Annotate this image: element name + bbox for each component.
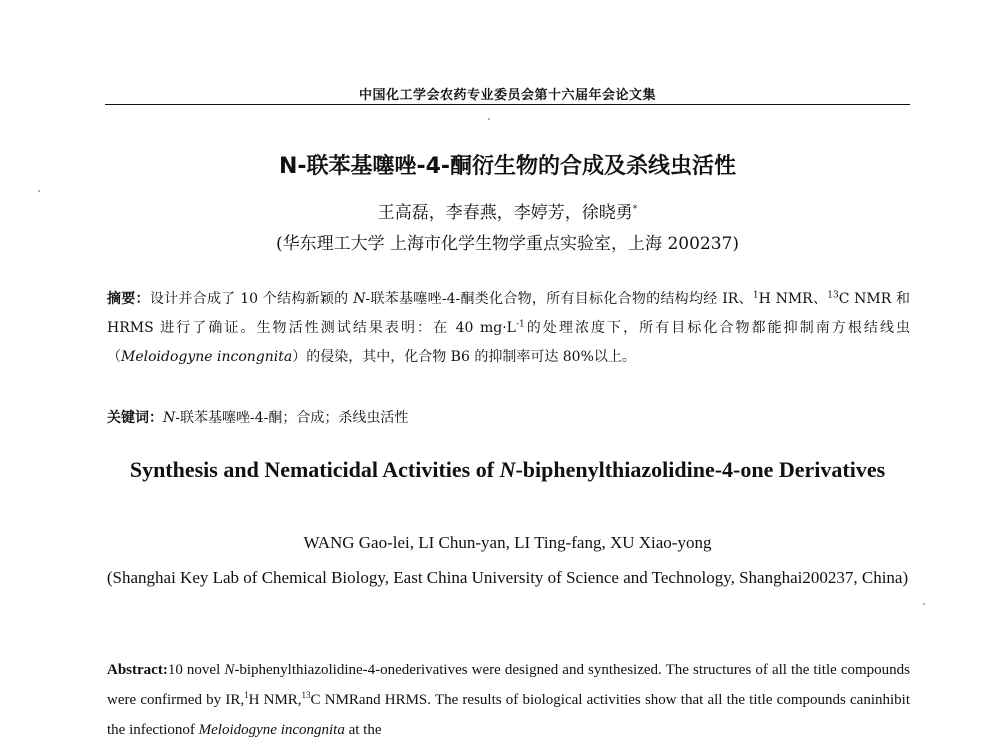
chinese-abstract-c-superscript: 13 — [827, 290, 839, 301]
chinese-author-names: 王高磊，李春燕，李婷芳，徐晓勇 — [377, 203, 633, 223]
english-abstract — [107, 655, 910, 745]
english-abstract-text: at the — [344, 722, 382, 738]
english-title — [105, 455, 910, 485]
chinese-keywords-label: 关键词： — [107, 410, 163, 426]
scan-speck — [923, 603, 925, 605]
english-abstract-c-superscript: 13 — [301, 690, 311, 700]
header-rule — [105, 104, 910, 105]
english-title-n: N — [499, 457, 516, 482]
running-header: 中国化工学会农药专业委员会第十六届年会论文集 — [358, 88, 656, 103]
english-abstract-text: C NMRand HRMS. The results of biological activities show that all the title compounds caninhibit the infectionof — [107, 692, 910, 738]
chinese-abstract-label: 摘要： — [107, 291, 150, 307]
english-affiliation: (Shanghai Key Lab of Chemical Biology, East China University of Science and Technology, Shanghai200237, China) — [106, 568, 909, 587]
english-abstract-n: N — [224, 662, 235, 678]
english-title-text: -biphenylthiazolidine-4-one Derivatives — [515, 457, 886, 482]
english-abstract-text: H NMR, — [248, 692, 302, 708]
chinese-keywords-text: -联苯基噻唑-4-酮；合成；杀线虫活性 — [175, 410, 409, 426]
chinese-abstract-n: N — [353, 291, 366, 307]
chinese-abstract-text: C NMR 和 HRMS 进行了确证。生物活性测试结果表明：在 40 mg·L — [107, 291, 910, 336]
english-abstract-species: Meloidogyne incongnita — [198, 722, 345, 738]
scan-speck — [488, 118, 490, 120]
chinese-keywords-n: N — [163, 410, 176, 426]
scan-speck — [38, 190, 40, 192]
chinese-abstract-text: 的处理浓度下，所有目标化合物都能抑制南方根结线虫（ — [107, 320, 911, 365]
chinese-abstract — [107, 285, 910, 372]
chinese-affiliation: (华东理工大学 上海市化学生物学重点实验室，上海 200237) — [276, 234, 739, 254]
english-abstract-h-superscript: 1 — [244, 690, 249, 700]
chinese-abstract-text: 设计并合成了 10 个结构新颖的 — [149, 291, 354, 307]
english-title-text: Synthesis and Nematicidal Activities of — [129, 457, 500, 482]
chinese-abstract-text: ）的侵染，其中，化合物 B6 的抑制率可达 80%以上。 — [292, 349, 636, 365]
english-abstract-label: Abstract: — [107, 662, 168, 678]
corresponding-author-mark: * — [632, 204, 638, 215]
chinese-title: N-联苯基噻唑-4-酮衍生物的合成及杀线虫活性 — [278, 154, 737, 179]
chinese-abstract-h-superscript: 1 — [752, 290, 759, 301]
chinese-abstract-species: Meloidogyne incongnita — [121, 349, 293, 365]
chinese-keywords — [107, 406, 910, 430]
chinese-abstract-text: H NMR、 — [758, 291, 828, 307]
chinese-authors — [105, 198, 910, 223]
english-abstract-text: -biphenylthiazolidine-4-onederivatives were designed and synthesized. The structures of all the title compounds were confirmed by IR, — [107, 662, 911, 708]
english-authors: WANG Gao-lei, LI Chun-yan, LI Ting-fang, XU Xiao-yong — [303, 533, 712, 552]
chinese-abstract-unit-superscript: -1 — [515, 319, 525, 330]
english-abstract-text: 10 novel — [167, 662, 225, 678]
chinese-abstract-text: -联苯基噻唑-4-酮类化合物，所有目标化合物的结构均经 IR、 — [365, 291, 753, 307]
